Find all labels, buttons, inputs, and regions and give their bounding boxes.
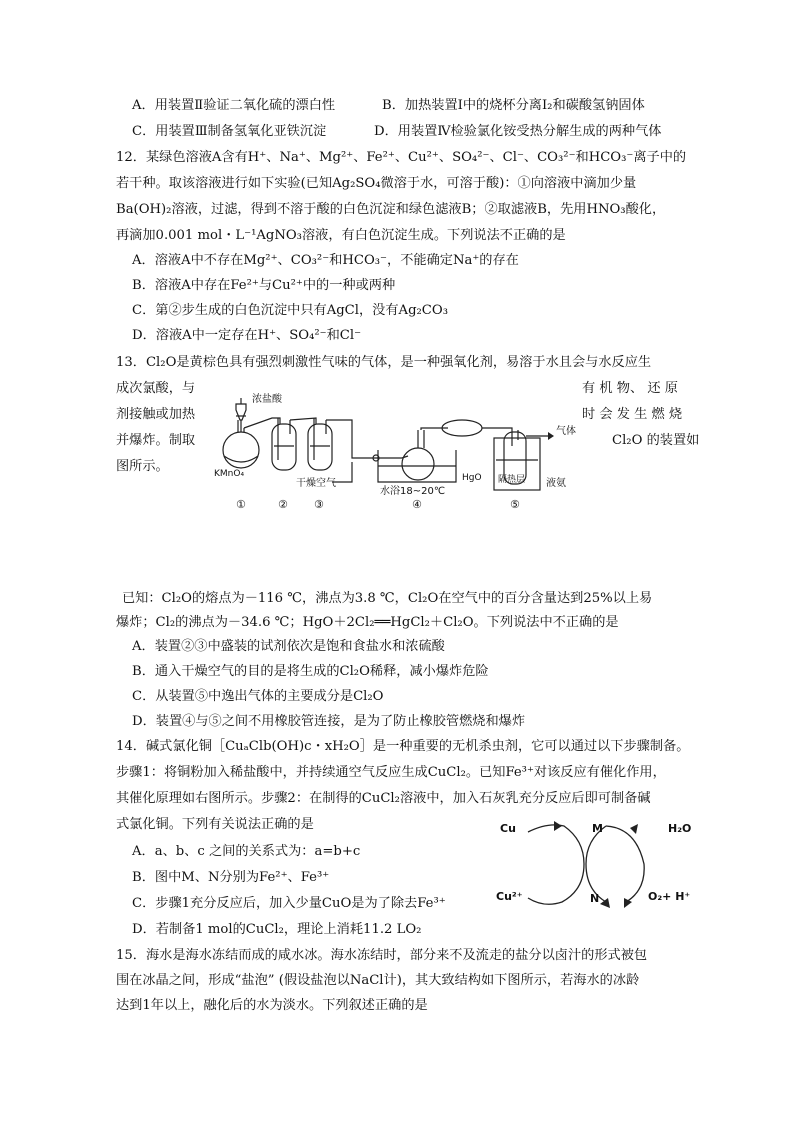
q12-stem-line: 12．某绿色溶液A含有H⁺、Na⁺、Mg²⁺、Fe²⁺、Cu²⁺、SO₄²⁻、Cl⁻、CO₃²⁻和HCO₃⁻离子中的 bbox=[116, 150, 687, 165]
q13-known-line: 爆炸；Cl₂的沸点为－34.6 ℃；HgO＋2Cl₂══HgCl₂＋Cl₂O。下列说法中不正确的是 bbox=[116, 615, 619, 630]
diagram-o2-h: O₂+ H⁺ bbox=[648, 890, 691, 903]
apparatus-label-1: ① bbox=[236, 498, 246, 511]
label-conc-hcl: 浓盐酸 bbox=[252, 394, 282, 405]
diagram-cu: Cu bbox=[500, 822, 516, 835]
q14-stem-line: 步骤1：将铜粉加入稀盐酸中，并持续通空气反应生成CuCl₂。已知Fe³⁺对该反应有催化作用， bbox=[116, 765, 666, 780]
q13-left-line: 并爆炸。制取 bbox=[116, 433, 196, 448]
q12-stem-line: 若干种。取该溶液进行如下实验(已知Ag₂SO₄微溶于水，可溶于酸)：①向溶液中滴加少量 bbox=[116, 176, 637, 191]
q14-option-d: D．若制备1 mol的CuCl₂，理论上消耗11.2 LO₂ bbox=[132, 922, 422, 937]
q14-option-a: A．a、b、c 之间的关系式为：a=b+c bbox=[132, 844, 361, 859]
apparatus-figure bbox=[212, 390, 584, 512]
q13-option-c: C．从装置⑤中逸出气体的主要成分是Cl₂O bbox=[132, 689, 384, 704]
q12-stem-line: 再滴加0.001 mol・L⁻¹AgNO₃溶液，有白色沉淀生成。下列说法不正确的是 bbox=[116, 228, 566, 243]
q14-option-c: C．步骤1充分反应后，加入少量CuO是为了除去Fe³⁺ bbox=[132, 896, 446, 911]
q13-right-line: 有 机 物、 还 原 bbox=[582, 381, 678, 396]
q14-option-b: B．图中M、N分别为Fe²⁺、Fe³⁺ bbox=[132, 870, 330, 885]
apparatus-label-5: ⑤ bbox=[510, 498, 520, 511]
q11-option-d: D．用装置Ⅳ检验氯化铵受热分解生成的两种气体 bbox=[374, 124, 662, 139]
q13-option-a: A．装置②③中盛装的试剂依次是饱和食盐水和浓硫酸 bbox=[132, 639, 445, 654]
q13-stem-line: 13．Cl₂O是黄棕色具有强烈刺激性气味的气体，是一种强氧化剂，易溶于水且会与水反应生 bbox=[116, 355, 652, 370]
q12-option-a: A．溶液A中不存在Mg²⁺、CO₃²⁻和HCO₃⁻，不能确定Na⁺的存在 bbox=[132, 253, 519, 268]
q13-left-line: 图所示。 bbox=[116, 459, 169, 474]
q14-stem-line: 14．碱式氯化铜［CuₐClb(OH)c・xH₂O］是一种重要的无机杀虫剂，它可以通过以下步骤制备。 bbox=[116, 739, 690, 754]
q11-option-c: C．用装置Ⅲ制备氢氧化亚铁沉淀 bbox=[132, 124, 327, 139]
q13-left-line: 剂接触或加热 bbox=[116, 407, 196, 422]
q11-option-a: A．用装置Ⅱ验证二氧化硫的漂白性 bbox=[132, 98, 336, 113]
diagram-m: M bbox=[592, 822, 603, 835]
label-gas: 气体 bbox=[556, 426, 576, 437]
q12-stem-line: Ba(OH)₂溶液，过滤，得到不溶于酸的白色沉淀和绿色滤液B；②取滤液B，先用HNO₃酸化， bbox=[116, 202, 666, 217]
q13-option-b: B．通入干燥空气的目的是将生成的Cl₂O稀释，减小爆炸危险 bbox=[132, 664, 489, 679]
q13-option-d: D．装置④与⑤之间不用橡胶管连接，是为了防止橡胶管燃烧和爆炸 bbox=[132, 714, 526, 729]
q12-option-c: C．第②步生成的白色沉淀中只有AgCl，没有Ag₂CO₃ bbox=[132, 303, 448, 318]
q15-stem-line: 达到1年以上，融化后的水为淡水。下列叙述正确的是 bbox=[116, 998, 428, 1013]
label-insulation: 隔热层 bbox=[498, 475, 526, 485]
q13-known-line: 已知：Cl₂O的熔点为－116 ℃，沸点为3.8 ℃，Cl₂O在空气中的百分含量达到25%以上易 bbox=[122, 591, 653, 606]
q14-stem-line: 其催化原理如右图所示。步骤2：在制得的CuCl₂溶液中，加入石灰乳充分反应后即可制备碱 bbox=[116, 791, 651, 806]
q13-right-line: 时 会 发 生 燃 烧 bbox=[582, 407, 683, 422]
q15-stem-line: 围在冰晶之间，形成“盐泡” (假设盐泡以NaCl计)，其大致结构如下图所示，若海水的冰龄 bbox=[116, 973, 640, 988]
q15-stem-line: 15．海水是海水冻结而成的咸水冰。海水冻结时，部分来不及流走的盐分以卤汁的形式被包 bbox=[116, 948, 648, 963]
label-dry-air: 干燥空气 bbox=[296, 478, 336, 489]
label-liquid-ammonia: 液氨 bbox=[546, 478, 566, 489]
q12-option-b: B．溶液A中存在Fe²⁺与Cu²⁺中的一种或两种 bbox=[132, 278, 396, 293]
apparatus-label-3: ③ bbox=[314, 498, 324, 511]
label-kmno4: KMnO₄ bbox=[214, 469, 245, 479]
diagram-n: N bbox=[590, 892, 600, 905]
label-water-bath: 水浴18~20℃ bbox=[380, 486, 446, 497]
diagram-cu2: Cu²⁺ bbox=[496, 890, 523, 903]
label-hgo: HgO bbox=[462, 473, 482, 483]
q13-right-line: Cl₂O 的装置如 bbox=[612, 433, 700, 448]
apparatus-label-4: ④ bbox=[412, 498, 422, 511]
q12-option-d: D．溶液A中一定存在H⁺、SO₄²⁻和Cl⁻ bbox=[132, 328, 362, 343]
catalysis-diagram bbox=[496, 818, 710, 910]
diagram-h2o: H₂O bbox=[668, 822, 692, 835]
q11-option-b: B．加热装置Ⅰ中的烧杯分离I₂和碳酸氢钠固体 bbox=[382, 98, 645, 113]
q14-stem-line: 式氯化铜。下列有关说法正确的是 bbox=[116, 817, 314, 832]
q13-left-line: 成次氯酸，与 bbox=[116, 381, 196, 396]
apparatus-label-2: ② bbox=[278, 498, 288, 511]
